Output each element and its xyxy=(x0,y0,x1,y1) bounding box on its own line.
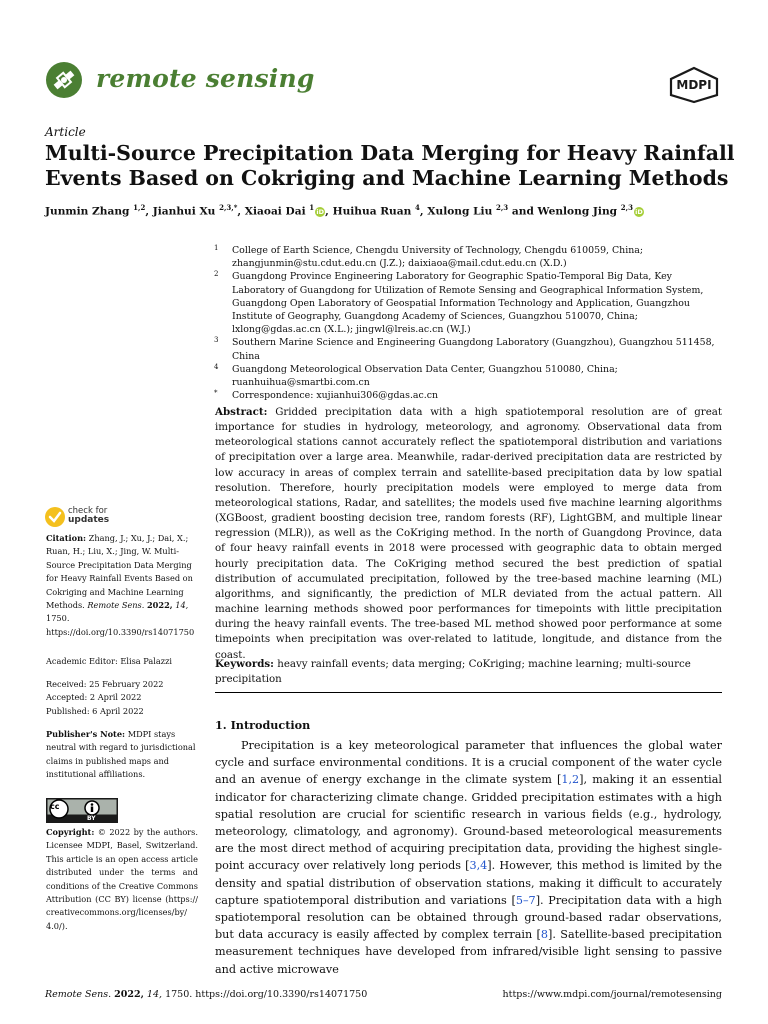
received-date: Received: 25 February 2022 xyxy=(46,679,164,689)
author-affiliation-marker: 2,3,* xyxy=(219,203,238,212)
affiliation-number: 3 xyxy=(214,336,219,345)
copyright-block xyxy=(46,826,198,933)
introduction-paragraph xyxy=(215,737,722,978)
accepted-date: Accepted: 2 April 2022 xyxy=(46,692,142,703)
keywords-label: Keywords: xyxy=(215,658,274,670)
copyright-label: Copyright: xyxy=(46,827,95,837)
affiliation-text: College of Earth Science, Chengdu University of Technology, Chengdu 610059, China; zhangjunmin@stu.cdut.edu.cn (J.Z.); daixiaoa@mail.cdut.edu.cn (X.D.) xyxy=(232,245,643,270)
publisher-note-label: Publisher's Note: xyxy=(46,729,126,739)
journal-name: remote sensing xyxy=(96,64,315,93)
author-list xyxy=(45,203,644,218)
abstract xyxy=(215,405,722,663)
affiliation-text: Correspondence: xujianhui306@gdas.ac.cn xyxy=(232,390,439,402)
citation-link[interactable]: 3,4 xyxy=(469,859,488,873)
affiliation-item xyxy=(214,389,724,402)
check-for-updates-icon[interactable] xyxy=(44,506,66,528)
abstract-label: Abstract: xyxy=(215,406,268,418)
author-name: Huihua Ruan xyxy=(332,205,412,218)
author-affiliation-marker: 4 xyxy=(415,203,420,212)
affiliation-number: 1 xyxy=(214,244,219,252)
check-updates-line2: updates xyxy=(68,515,110,525)
author-separator: , xyxy=(325,205,333,218)
author-name: Xiaoai Dai xyxy=(244,205,306,218)
section-divider xyxy=(215,692,722,693)
check-updates-line1: check for xyxy=(68,506,108,516)
publisher-note-text: MDPI stays neutral with regard to jurisdictional claims in published maps and institutional affiliations. xyxy=(46,729,196,780)
footer-volume: 14, xyxy=(146,989,163,1000)
copyright-text: © 2022 by the authors. Licensee MDPI, Basel, Switzerland. This article is an open access article distributed under the terms and conditions of the Creative Commons Attribution (CC BY) license (https:// creativecommons.org/licenses/by/ 4.0/). xyxy=(46,827,198,931)
dates-block xyxy=(46,678,198,718)
author-affiliation-marker: 1 xyxy=(309,203,315,212)
introduction-text: ]. However, this method is limited by the density and spatial distribution of observation stations, making it difficult to accurately capture spatiotemporal distribution and variations [ xyxy=(215,859,722,907)
mdpi-logo-text: MDPI xyxy=(676,78,712,92)
citation-journal: Remote Sens. xyxy=(87,600,145,611)
author-separator: , xyxy=(419,205,428,218)
section-heading-introduction: 1. Introduction xyxy=(215,718,311,732)
academic-editor: Academic Editor: Elisa Palazzi xyxy=(46,656,173,666)
check-for-updates[interactable] xyxy=(68,507,109,525)
author-name: Xulong Liu xyxy=(427,205,493,218)
author-affiliation-marker: 2,3 xyxy=(496,203,509,212)
affiliation-number: * xyxy=(214,389,218,398)
citation-doi[interactable]: 1750. https://doi.org/10.3390/rs14071750 xyxy=(46,613,195,637)
introduction-text: ]. Precipitation data with a high spatiotemporal resolution can be obtained through ground-based radar observations, but data accuracy is easily affected by complex terrain [ xyxy=(215,893,722,942)
citation-link[interactable]: 1,2 xyxy=(561,773,580,787)
footer-citation xyxy=(45,989,367,1000)
citation-link[interactable]: 5–7 xyxy=(515,893,536,907)
citation-volume: 14, xyxy=(175,600,189,611)
author-affiliation-marker: 2,3 xyxy=(620,203,633,212)
keywords-text: heavy rainfall events; data merging; CoKriging; machine learning; multi-source precipitation xyxy=(215,658,691,685)
introduction-text: ]. Satellite-based precipitation measurement techniques have developed from infrared/visible light sensing to passive and active microwave xyxy=(215,928,722,976)
affiliation-number: 2 xyxy=(214,270,219,279)
article-title: Multi-Source Precipitation Data Merging for Heavy Rainfall Events Based on Cokriging and Machine Learning Methods xyxy=(45,141,735,190)
orcid-icon[interactable]: iD xyxy=(635,207,643,216)
author-separator: , xyxy=(237,205,245,218)
citation-text: Zhang, J.; Xu, J.; Dai, X.; Ruan, H.; Liu, X.; Jing, W. Multi-Source Precipitation Data Merging for Heavy Rainfall Events Based on Cokriging and Machine Learning Methods. xyxy=(46,533,193,611)
journal-logo-icon xyxy=(44,60,84,100)
citation-block xyxy=(46,532,198,639)
author-name: Junmin Zhang xyxy=(45,205,130,218)
publisher-note xyxy=(46,728,198,782)
author-separator: and xyxy=(508,205,538,218)
cc-by-text: BY xyxy=(87,815,96,822)
keywords xyxy=(215,657,722,687)
footer-journal-url[interactable]: https://www.mdpi.com/journal/remotesensing xyxy=(502,989,722,1000)
affiliation-item xyxy=(214,270,724,336)
affiliations xyxy=(214,244,724,402)
cc-logo-text: cc xyxy=(50,802,60,811)
orcid-icon[interactable]: iD xyxy=(316,207,324,216)
citation-label: Citation: xyxy=(46,533,87,543)
footer-year: 2022, xyxy=(114,989,144,1000)
affiliation-text: Southern Marine Science and Engineering Guangdong Laboratory (Guangzhou), Guangzhou 511458, China xyxy=(232,337,715,362)
footer-doi[interactable]: 1750. https://doi.org/10.3390/rs14071750 xyxy=(165,989,368,1000)
affiliation-item xyxy=(214,363,724,389)
author-name: Jianhui Xu xyxy=(152,205,216,218)
introduction-text: ], making it an essential indicator for characterizing climate change. Gridded precipitation estimates with a high spatial resolution are crucial for scientific research in various fields (e.g., hydrology, meteorology, climatology, and agronomy). Ground-based meteorological measurements are the most direct method of acquiring precipitation data, providing the highest single-point accuracy over relatively long periods [ xyxy=(215,773,722,873)
article-type: Article xyxy=(45,125,86,139)
affiliation-text: Guangdong Province Engineering Laboratory for Geographic Spatio-Temporal Big Data, Key Laboratory of Guangdong for Utilization of Remote Sensing and Geographical Information System, Guangdong Open Laboratory of Geospatial Information Technology and Application, Guangzhou Institute of Geography, Guangdong Academy of Sciences, Guangzhou 510070, China; lxlong@gdas.ac.cn (X.L.); jingwl@lreis.ac.cn (W.J.) xyxy=(232,271,704,336)
footer-journal: Remote Sens. xyxy=(45,989,112,1000)
affiliation-number: 4 xyxy=(214,362,219,371)
affiliation-item xyxy=(214,244,724,270)
affiliation-text: Guangdong Meteorological Observation Data Center, Guangzhou 510080, China; ruanhuihua@smartbi.com.cn xyxy=(232,363,618,389)
citation-year: 2022, xyxy=(146,600,173,611)
author-name: Wenlong Jing xyxy=(537,205,618,218)
abstract-text: Gridded precipitation data with a high spatiotemporal resolution are of great importance for studies in hydrology, meteorology, and agronomy. Observational data from meteorological stations cannot accurately reflect the spatiotemporal distribution and variations of precipitation over a large area. Meanwhile, radar-derived precipitation data are restricted by low accuracy in areas of complex terrain and satellite-based precipitation data by low spatial resolution. Therefore, hourly precipitation models were employed to merge data from meteorological stations, Radar, and satellites; the models used five machine learning algorithms (XGBoost, gradient boosting decision tree, random forests (RF), LightGBM, and multiple linear regression (MLR)), as well as the CoKriging method. In the north of Guangdong Province, data of four heavy rainfall events in 2018 were processed with geographic data to obtain merged hourly precipitation data. The CoKriging method secured the best prediction of spatial distribution of accumulated precipitation, followed by the tree-based machine learning (ML) algorithms, and significantly, the prediction of MLR deviated from the actual pattern. All machine learning methods showed poor performances for timepoints with little precipitation during the heavy rainfall events. The tree-based ML method showed poor performance at some timepoints when precipitation was over-related to latitude, longitude, and distance from the coast. xyxy=(215,406,722,661)
introduction-text: Precipitation is a key meteorological parameter that influences the global water cycle and surface environmental conditions. It is a crucial component of the water cycle and an avenue of energy exchange in the climate system [ xyxy=(215,739,722,787)
author-separator: , xyxy=(145,205,153,218)
published-date: Published: 6 April 2022 xyxy=(46,705,144,716)
affiliation-item xyxy=(214,336,724,362)
citation-link[interactable]: 8 xyxy=(540,928,549,942)
author-affiliation-marker: 1,2 xyxy=(133,203,146,212)
